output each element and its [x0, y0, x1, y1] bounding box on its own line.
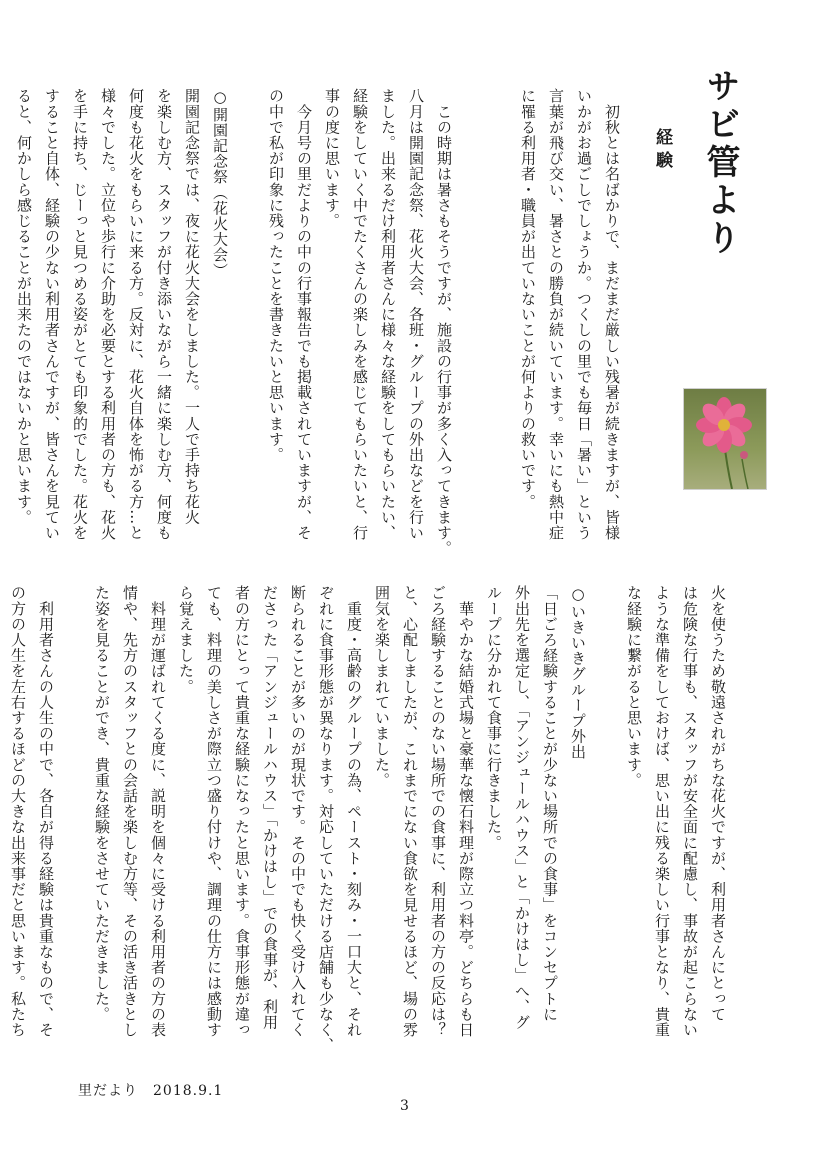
cosmos-flower-icon [684, 389, 766, 489]
cosmos-flower-photo [683, 388, 767, 490]
article-lower-text: 火を使うため敬遠されがちな花火ですが、利用者さんにとって は危険な行事も、スタッフが安全面に配慮し、事故が起こらない ような準備をしておけば、思い出に残る楽しい行事となり、貴重 な経験に繋がると思います。 ○いきいきグループ外出 「日ごろ経験することが少ない場所での食事」をコンセプトに 外出先を選定し、「アンジュールハウス」と「かけはし」へ、グ ループに分かれて食事に行きました。 華やかな結婚式場と豪華な懐石料理が際立つ料亭。どちらも日 ごろ経験することのない場所での食事に、利用者の方の反応は？ と、心配しましたが、これまでにない食欲を見せるほど、場の雰 囲気を楽しまれていました。 重度・高齢のグループの為、ペースト・刻み・一口大と、それ ぞれに食事形態が異なります。対応していただける店舗も少なく、 断られることが多いのが現状です。その中でも快く受け入れてく ださった「アンジュールハウス」「かけはし」での食事が、利用 者の方にとって貴重な経験になったと思います。食事形態が違っ ても、料理の美しさが際立つ盛り付けや、調理の仕方には感動す ら覚えました。 料理が運ばれてくる度に、説明を個々に受ける利用者の方の表 情や、先方のスタッフとの会話を楽しむ方等、その活き活きとし た姿を見ることができ、貴重な経験をさせていただきました。 利用者さんの人生の中で、各自が得る経験は貴重なもので、そ の方の人生を左右するほどの大きな出来事だと思います。私たち [9, 585, 727, 1053]
publication-date: 里だより 2018.9.1 [78, 1083, 224, 1099]
article-subtitle: 経験 [652, 128, 672, 174]
page-number: 3 [400, 1098, 409, 1114]
page-title: サビ管より [700, 68, 740, 258]
article-upper-text: 初秋とは名ばかりで、まだまだ厳しい残暑が続きますが、皆様 いかがお過ごしでしょうか。つくしの里でも毎日「暑い」という 言葉が飛び交い、暑さとの勝負が続いています。幸いにも熱中症 に罹る利用者・職員が出ていないことが何よりの救いです。 この時期は暑さもそうですが、施設の行事が多く入ってきます。 八月は開園記念祭、花火大会、各班・グループの外出などを行い ました。出来るだけ利用者さんに様々な経験をしてもらいたい、 経験をしていく中でたくさんの楽しみを感じてもらいたいと、行 事の度に思います。 今月号の里だよりの中の行事報告でも掲載されていますが、そ の中で私が印象に残ったことを書きたいと思います。 ○開園記念祭（花火大会） 開園記念祭では、夜に花火大会をしました。一人で手持ち花火 を楽しむ方、スタッフが付き添いながら一緒に楽しむ方、何度も 何度も花火をもらいに来る方。反対に、花火自体を怖がる方…と 様々でした。立位や歩行に介助を必要とする利用者の方も、花火 を手に持ち、じーっと見つめる姿がとても印象的でした。花火を すること自体、経験の少ない利用者さんですが、皆さんを見てい ると、何かしら感じることが出来たのではないかと思います。 [15, 88, 621, 556]
